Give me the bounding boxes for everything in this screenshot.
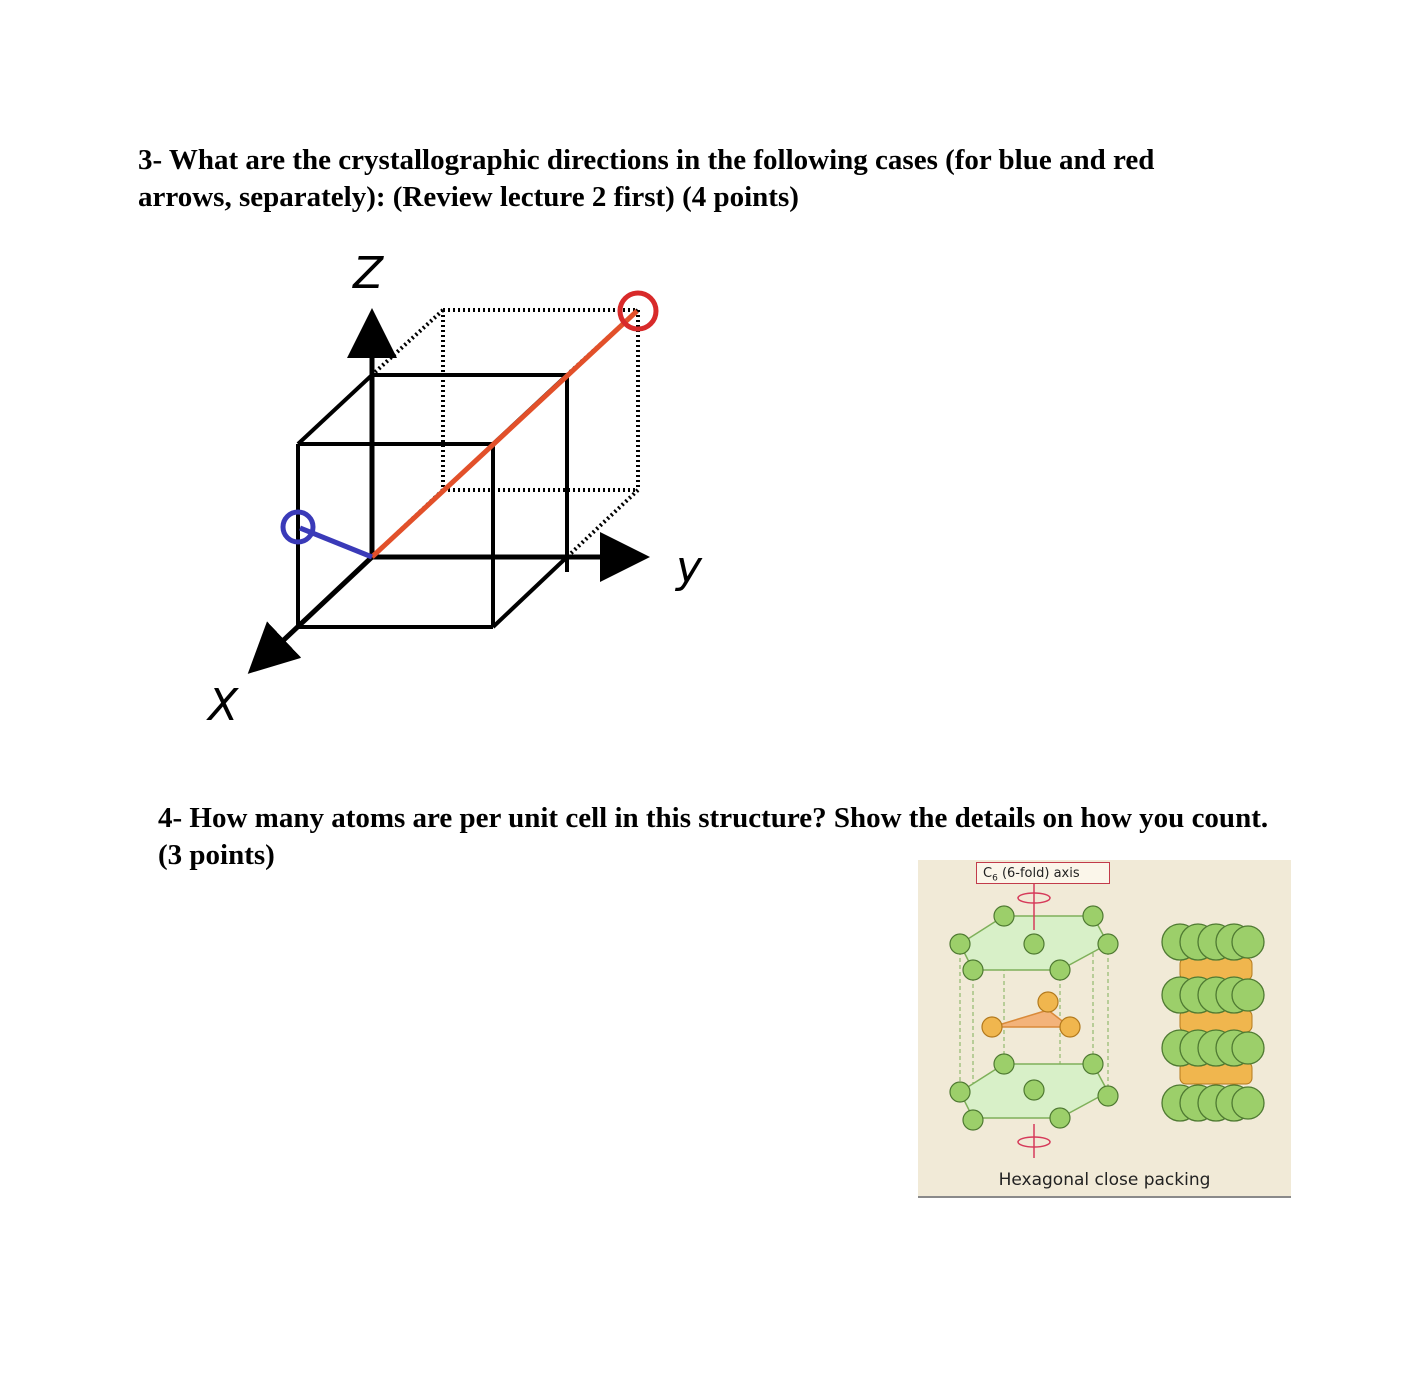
red-direction-arrow — [372, 311, 637, 557]
c6-axis-label-c: C — [983, 866, 993, 881]
c6-axis-label — [976, 862, 1110, 884]
question-4-line-2: (3 points) — [158, 839, 275, 871]
blue-direction-arrow — [300, 528, 372, 557]
blue-arrow-tip-circle — [283, 512, 313, 542]
hcp-caption: Hexagonal close packing — [998, 1170, 1211, 1190]
dotted-cube-outline — [372, 310, 638, 557]
c6-axis-label-text: (6-fold) axis — [997, 866, 1080, 881]
space-filling-stack — [1162, 924, 1264, 1121]
question-3-line-1: 3- What are the crystallographic directions in the following cases (for blue and red — [138, 144, 1155, 176]
z-axis-label: Z — [353, 248, 384, 299]
y-axis-label: y — [676, 542, 703, 593]
hcp-structure-figure — [918, 860, 1291, 1198]
x-axis — [255, 557, 372, 667]
question-4-line-1: 4- How many atoms are per unit cell in this structure? Show the details on how you count. — [158, 802, 1269, 834]
question-3-line-2: arrows, separately): (Review lecture 2 first) (4 points) — [138, 181, 799, 213]
coordinate-axes — [255, 318, 640, 667]
solid-cube-outline — [298, 375, 567, 627]
hcp-illustration — [918, 860, 1291, 1196]
x-axis-label: X — [208, 680, 239, 731]
question-3 — [138, 142, 1318, 216]
red-arrow-tip-circle — [620, 293, 656, 329]
c6-axis-label-subscript: 6 — [992, 873, 998, 884]
